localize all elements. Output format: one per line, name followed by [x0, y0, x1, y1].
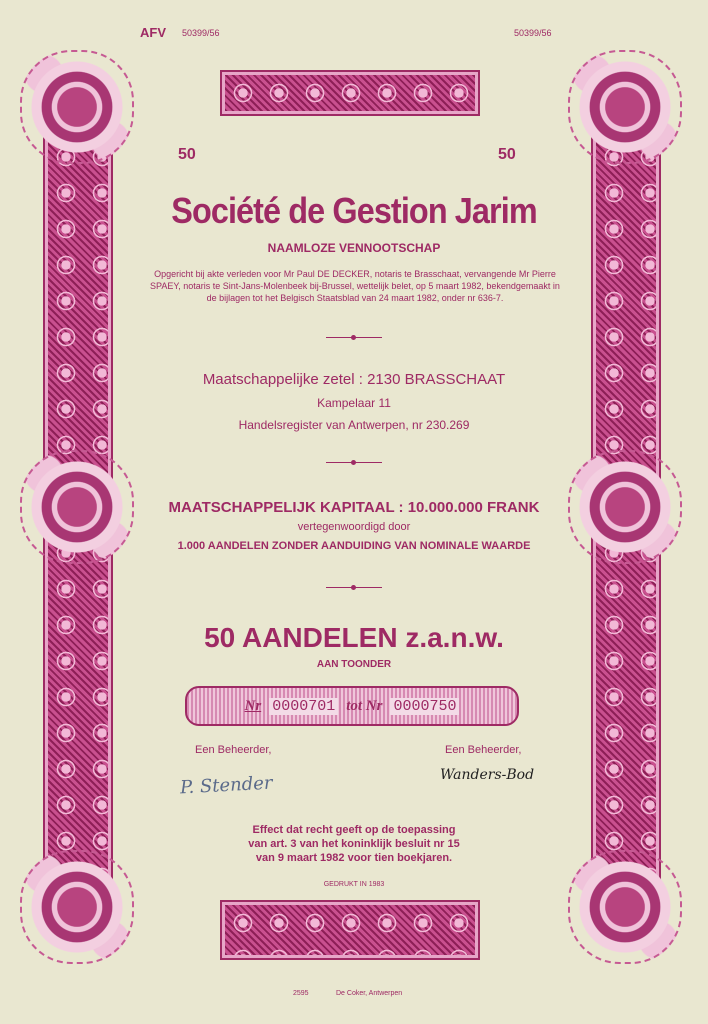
number-to: 0000750: [390, 698, 459, 715]
signature-right: Wanders-Bod: [440, 767, 535, 783]
series-code: AFV: [140, 25, 166, 40]
print-code: 2595: [293, 990, 309, 997]
share-count-right: 50: [498, 146, 516, 163]
company-type: NAAMLOZE VENNOOTSCHAP: [267, 241, 441, 255]
signature-left: P. Stender: [179, 772, 273, 799]
reference-right: 50399/56: [514, 28, 552, 38]
represented-by: vertegenwoordigd door: [297, 521, 411, 533]
top-band-ornament: [222, 72, 478, 114]
trade-register: Handelsregister van Antwerpen, nr 230.269: [238, 418, 470, 432]
share-count-left: 50: [178, 146, 196, 163]
address: Kampelaar 11: [317, 396, 391, 410]
rosette-ornament: [20, 850, 134, 964]
rosette-ornament: [568, 50, 682, 164]
nr-label: Nr: [244, 697, 262, 714]
company-name: Société de Gestion Jarim: [171, 190, 537, 231]
bearer-label: AAN TOONDER: [316, 659, 392, 670]
printed-year: GEDRUKT IN 1983: [323, 881, 385, 888]
director-label-right: Een Beheerder,: [445, 744, 522, 756]
number-banner: [185, 686, 519, 726]
director-label-left: Een Beheerder,: [195, 744, 272, 756]
effect-line-3: van 9 maart 1982 voor tien boekjaren.: [255, 852, 453, 864]
share-description: 1.000 AANDELEN ZONDER AANDUIDING VAN NOMINALE WAARDE: [177, 540, 531, 552]
effect-line-2: van art. 3 van het koninklijk besluit nr 15: [248, 838, 460, 850]
rosette-ornament: [568, 850, 682, 964]
shares-title: 50 AANDELEN z.a.n.w.: [204, 622, 504, 653]
to-nr-label: tot Nr: [346, 697, 383, 714]
printer-name: De Coker, Antwerpen: [336, 990, 403, 997]
number-from: 0000701: [269, 698, 338, 715]
founding-text: Opgericht bij akte verleden voor Mr Paul DE DECKER, notaris te Brasschaat, vervangende Mr Pierre SPAEY, notaris te Sint-Jans-Molenbeek bij-Brussel, wettelijk belet, op 5 maart 1982, bekendgemaakt in de bijlagen tot het Belgisch Staatsblad van 24 maart 1982, onder nr 636-7.: [150, 269, 560, 303]
divider: [326, 337, 382, 338]
rosette-ornament: [20, 50, 134, 164]
effect-line-1: Effect dat recht geeft op de toepassing: [252, 824, 456, 836]
registered-office: Maatschappelijke zetel : 2130 BRASSCHAAT: [202, 371, 506, 388]
divider: [326, 462, 382, 463]
reference-left: 50399/56: [182, 28, 220, 38]
divider: [326, 587, 382, 588]
bottom-band-ornament: [222, 902, 478, 958]
capital: MAATSCHAPPELIJK KAPITAAL : 10.000.000 FRANK: [168, 499, 540, 516]
